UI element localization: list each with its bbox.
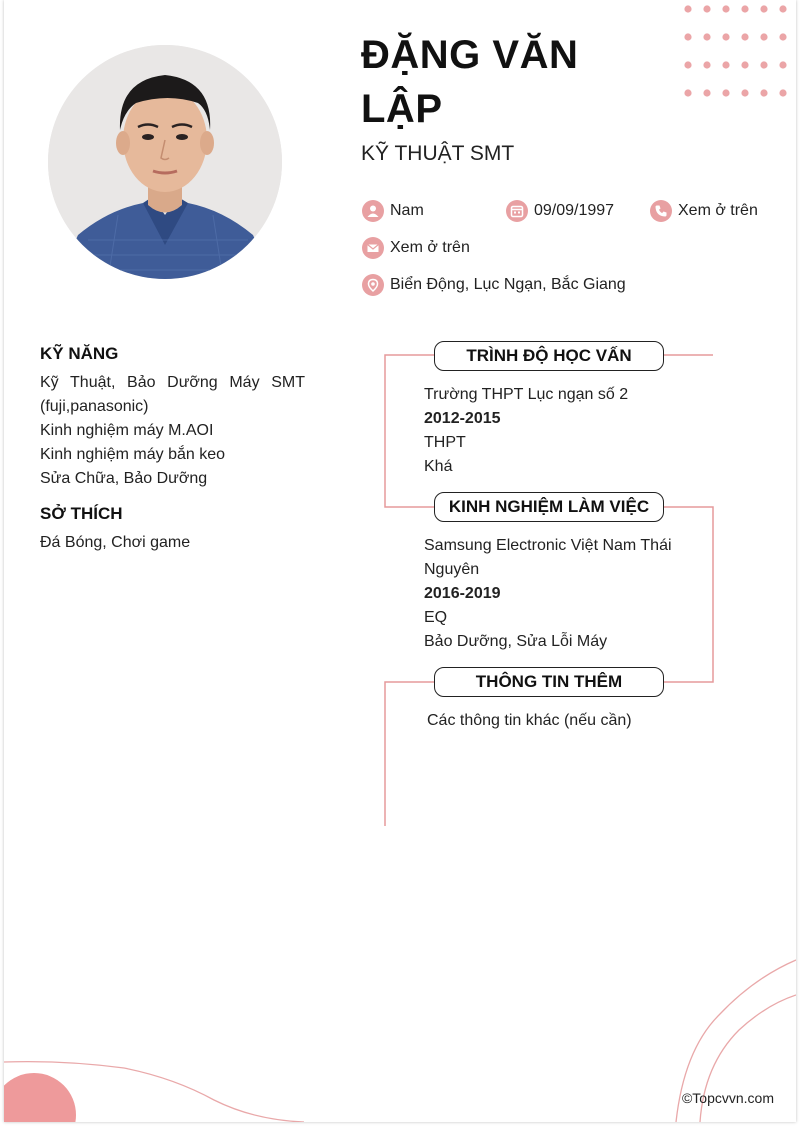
hobbies-heading: SỞ THÍCH: [40, 504, 123, 523]
education-heading-label: TRÌNH ĐỘ HỌC VẤN: [466, 346, 632, 365]
additional-heading-label: THÔNG TIN THÊM: [475, 672, 623, 691]
experience-position: EQ: [424, 609, 448, 626]
gender-value: Nam: [390, 202, 424, 219]
name-line-1: ĐẶNG VĂN: [361, 33, 579, 77]
experience-description: Bảo Dưỡng, Sửa Lỗi Máy: [424, 633, 608, 650]
experience-period: 2016-2019: [424, 585, 501, 602]
phone-value: Xem ở trên: [678, 202, 758, 219]
experience-company-cont: Nguyên: [424, 561, 480, 578]
skill-item: Kinh nghiệm máy bắn keo: [40, 446, 225, 463]
education-period: 2012-2015: [424, 410, 501, 427]
education-degree: THPT: [424, 434, 466, 451]
experience-heading-label: KINH NGHIỆM LÀM VIỆC: [448, 497, 650, 516]
name-line-2: LẬP: [361, 87, 443, 131]
watermark: ©Topcvvn.com: [681, 1090, 774, 1106]
additional-text: Các thông tin khác (nếu cần): [427, 712, 632, 729]
skill-item: Kinh nghiệm máy M.AOI: [40, 422, 214, 439]
education-grade: Khá: [424, 458, 453, 475]
skill-item: Kỹ Thuật, Bảo Dưỡng Máy SMT (fuji,panasonic): [40, 374, 305, 415]
address-value: Biển Động, Lục Ngạn, Bắc Giang: [390, 276, 626, 293]
birthday-value: 09/09/1997: [534, 202, 615, 219]
skill-item: Sửa Chữa, Bảo Dưỡng: [40, 470, 208, 487]
hobbies-text: Đá Bóng, Chơi game: [40, 534, 191, 551]
experience-company: Samsung Electronic Việt Nam Thái: [424, 537, 672, 554]
email-value: Xem ở trên: [390, 239, 470, 256]
education-school: Trường THPT Lục ngạn số 2: [424, 386, 629, 403]
skills-heading: KỸ NĂNG: [40, 344, 119, 363]
cv-page: [4, 0, 796, 1122]
bottom-wave-decoration: [4, 0, 796, 1122]
job-title: KỸ THUẬT SMT: [361, 142, 515, 165]
